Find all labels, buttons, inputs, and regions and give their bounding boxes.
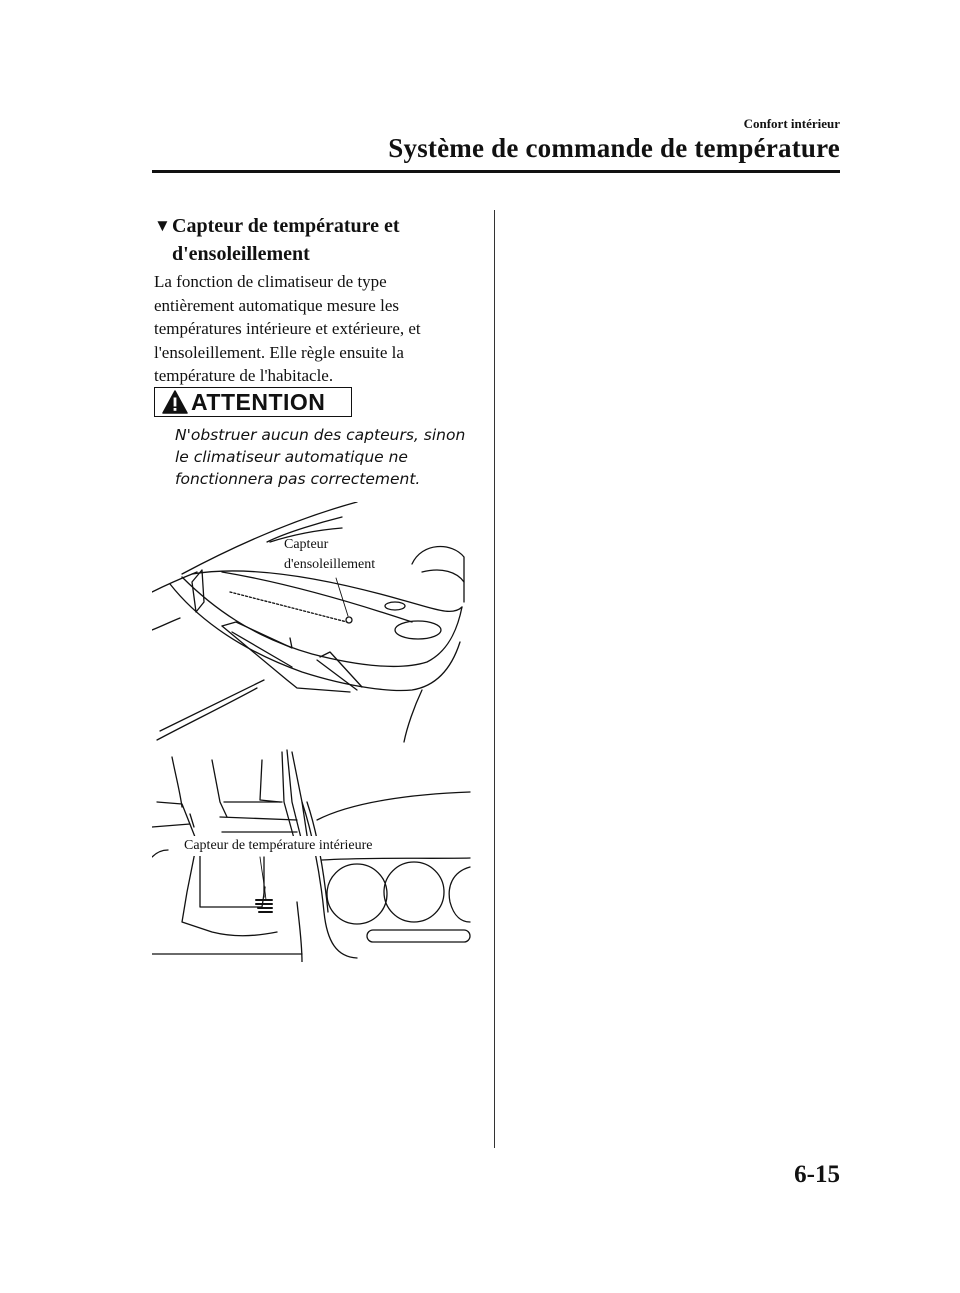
attention-line: le climatiseur automatique ne [175,448,408,466]
body-line: l'ensoleillement. Elle règle ensuite la [154,342,404,362]
section-marker-icon: ▼ [154,216,171,235]
page-number: 6-15 [794,1161,840,1188]
chapter-label: Confort intérieur [743,116,840,131]
attention-line: N'obstruer aucun des capteurs, sinon [175,426,466,444]
section-heading-line1: Capteur de température et [172,215,400,237]
attention-text [175,424,475,490]
body-paragraph [154,270,474,388]
sun-sensor-callout [284,535,375,575]
body-line: entièrement automatique mesure les [154,295,399,315]
page-title: Système de commande de température [388,133,840,163]
attention-banner [154,387,352,417]
section-heading-line2: d'ensoleillement [172,243,310,265]
section-heading [154,212,474,268]
sun-sensor-leader [336,578,348,616]
column-divider [494,210,495,1148]
sun-sensor-callout-line1: Capteur [284,537,329,552]
attention-line: fonctionnera pas correctement. [175,470,421,488]
sun-sensor-callout-line2: d'ensoleillement [284,557,376,572]
cabin-interior-view [152,750,470,962]
body-line: température de l'habitacle. [154,366,334,385]
header-rule [152,170,840,173]
attention-label: ATTENTION [191,389,326,415]
temperature-sensor-callout: Capteur de température intérieure [184,836,373,856]
body-line: La fonction de climatiseur de type [154,272,387,291]
warning-icon [162,390,188,414]
body-line: températures intérieure et extérieure, et [154,319,421,338]
